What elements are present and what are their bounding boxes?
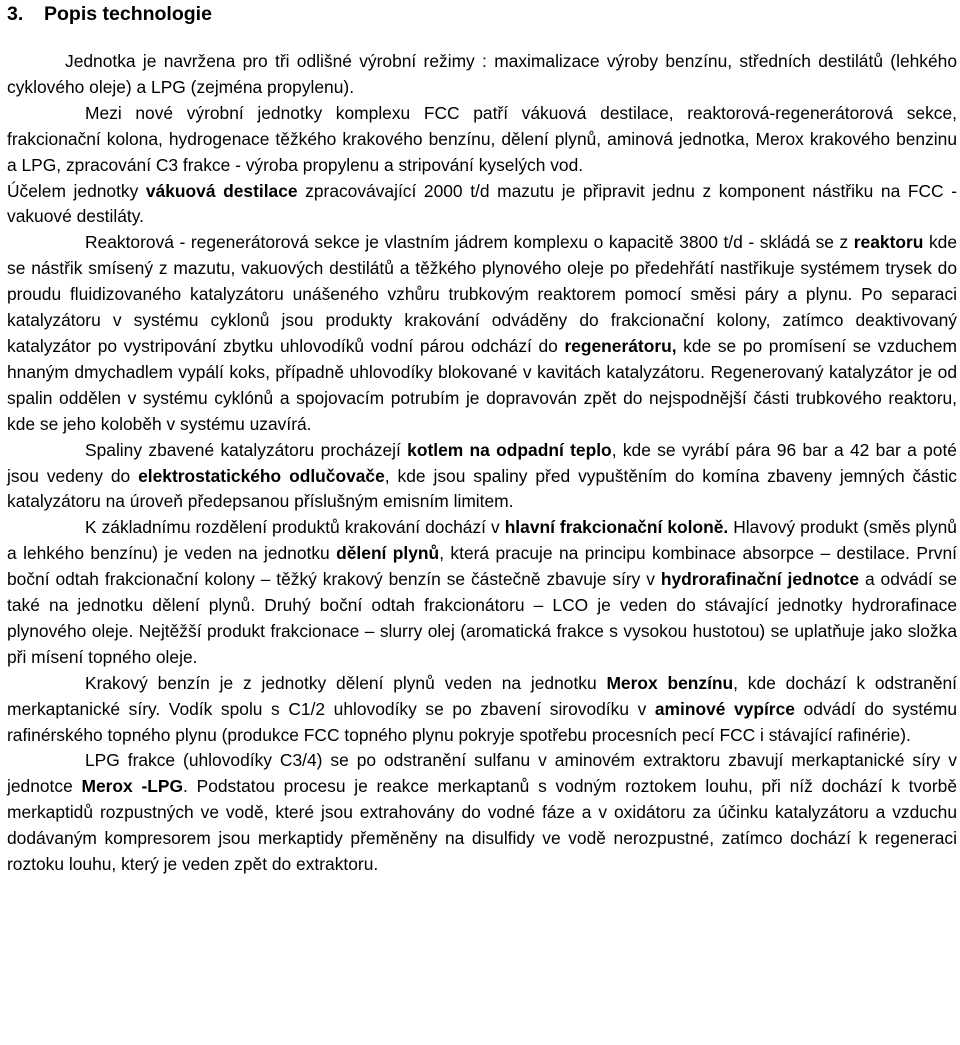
text-run: kde se nástřik smísený z mazutu, vakuových destilátů a těžkého plynového oleje po předehřátí nastřikuje systémem trysek do proudu fluidizovaného katalyzátoru unášeného vzhůru trubkovým reaktorem pomocí směsi páry a plynu. Po separaci katalyzátoru v systému cyklonů jsou produkty krakování odváděny do frakcionační kolony, zatímco deaktivovaný katalyzátor po vystripování zbytku uhlovodíků vodní párou odchází do (7, 232, 957, 356)
bold-term: dělení plynů (336, 543, 440, 564)
text-run: Reaktorová - regenerátorová sekce je vlastním jádrem komplexu o kapacitě 3800 t/d - skládá se z (85, 232, 854, 253)
paragraph-5 (7, 438, 957, 516)
text-run: , která pracuje na principu kombinace absorpce – destilace. První boční odtah frakcionační kolony – těžký krakový benzín se částečně zbavuje síry v (7, 543, 957, 590)
text-run: LPG frakce (uhlovodíky C3/4) se po odstranění sulfanu v aminovém extraktoru zbavují merkaptanické síry v jednotce (7, 750, 957, 797)
paragraph-3 (7, 179, 957, 231)
paragraph-4 (7, 230, 957, 437)
bold-term: hydrorafinační jednotce (660, 569, 860, 590)
text-run: Účelem jednotky (7, 180, 146, 201)
paragraph-7 (7, 671, 957, 749)
section-heading (7, 2, 957, 26)
text-run: odvádí do systému rafinérského topného plynu (produkce FCC topného plynu pokryje spotřebu procesních pecí FCC i stávající rafinérie). (7, 698, 957, 745)
bold-term: elektrostatického odlučovače (138, 465, 385, 486)
bold-term: regenerátoru, (564, 335, 677, 356)
paragraph-8 (7, 748, 957, 878)
text-run: K základnímu rozdělení produktů krakování dochází v (85, 517, 505, 538)
text-run: Jednotka je navržena pro tři odlišné výrobní režimy : maximalizace výroby benzínu, středních destilátů (lehkého cyklového oleje) a LPG (zejména propylenu). (7, 51, 957, 97)
paragraph-6 (7, 515, 957, 670)
bold-term: hlavní frakcionační koloně. (504, 517, 729, 538)
text-run: a odvádí se také na jednotku dělení plynů. Druhý boční odtah frakcionátoru – LCO je veden do stávající jednotky hydrorafinace plynového oleje. Nejtěžší produkt frakcionace – slurry olej (aromatická frakce s vysokou hustotou) se uplatňuje jako složka při mísení topného oleje. (7, 569, 958, 667)
bold-term: reaktoru (853, 232, 924, 253)
section-title: Popis technologie (44, 3, 212, 25)
bold-term: kotlem na odpadní teplo (407, 439, 612, 460)
text-run: , kde jsou spaliny před vypuštěním do komína zbaveny jemných částic katalyzátoru na úroveň předepsanou příslušným emisním limitem. (7, 465, 958, 512)
text-run: kde se po promísení se vzduchem hnaným dmychadlem vypálí koks, případně uhlovodíky blokované v kavitách katalyzátoru. Regenerovaný katalyzátor je od spalin oddělen v systému cyklónů a spojovacím potrubím je dopravován zpět do nejspodnější části trubkového reaktoru, kde se jeho koloběh v systému uzavírá. (7, 335, 957, 434)
document-page (7, 0, 957, 878)
text-run: , kde se vyrábí pára 96 bar a 42 bar a poté jsou vedeny do (7, 439, 957, 486)
bold-term: aminové vypírce (654, 698, 795, 719)
paragraph-1 (7, 49, 957, 101)
bold-term: vákuová destilace (145, 180, 298, 201)
section-number: 3. (7, 3, 24, 25)
document-body (7, 49, 957, 878)
paragraph-2 (7, 101, 957, 179)
text-run: . Podstatou procesu je reakce merkaptanů s vodným roztokem louhu, při níž dochází k tvorbě merkaptidů rozpustných ve vodě, které jsou extrahovány do vodné fáze a v oxidátoru za účinku katalyzátoru a vzduchu dodávaným kompresorem jsou merkaptidy přeměněny na disulfidy ve vodě nerozpustné, zatímco dochází k regeneraci roztoku louhu, který je veden zpět do extraktoru. (7, 776, 957, 875)
bold-term: Merox benzínu (606, 672, 734, 693)
text-run: zpracovávající 2000 t/d mazutu je připravit jednu z komponent nástřiku na FCC - vakuové destiláty. (7, 180, 957, 227)
bold-term: Merox -LPG (81, 776, 184, 797)
text-run: , kde dochází k odstranění merkaptanické síry. Vodík spolu s C1/2 uhlovodíky se po zbavení sirovodíku v (7, 672, 957, 719)
text-run: Spaliny zbavené katalyzátoru procházejí (85, 439, 408, 460)
text-run: Mezi nové výrobní jednotky komplexu FCC patří vákuová destilace, reaktorová-regenerátorová sekce, frakcionační kolona, hydrogenace těžkého krakového benzínu, dělení plynů, aminová jednotka, Merox krakového benzinu a LPG, zpracování C3 frakce - výroba propylenu a stripování kyselých vod. (7, 102, 957, 175)
text-run: Hlavový produkt (směs plynů a lehkého benzínu) je veden na jednotku (7, 517, 957, 564)
text-run: Krakový benzín je z jednotky dělení plynů veden na jednotku (85, 672, 607, 693)
